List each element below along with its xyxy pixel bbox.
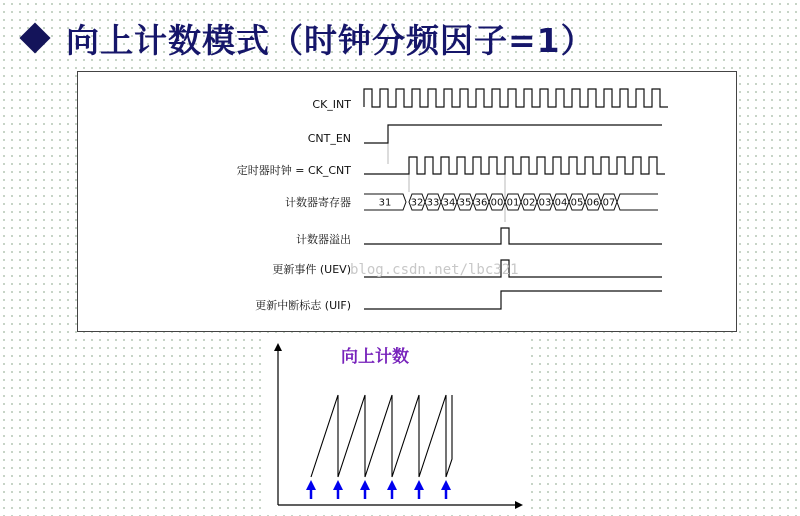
register-value: 00: [490, 197, 504, 209]
register-value: 06: [586, 197, 600, 209]
register-value: 02: [522, 197, 536, 209]
register-value: 32: [410, 197, 424, 209]
title-bar: [18, 14, 595, 62]
ck-cnt-wave: [364, 157, 665, 174]
uif-wave: [364, 291, 662, 309]
update-arrow-head: [441, 480, 451, 490]
sawtooth-svg: [267, 337, 527, 512]
sawtooth-wave: [311, 395, 452, 477]
signal-label-ck-int: CK_INT: [312, 98, 351, 111]
timing-diagram: [77, 71, 737, 332]
update-arrow-head: [387, 480, 397, 490]
ck-int-wave: [364, 89, 668, 107]
register-value: 34: [442, 197, 456, 209]
signal-label-cnt-en: CNT_EN: [307, 132, 351, 145]
update-arrow-head: [360, 480, 370, 490]
signal-label-uev: 更新事件 (UEV): [272, 263, 351, 276]
register-value: 36: [474, 197, 488, 209]
register-value: 04: [554, 197, 568, 209]
register-value: 07: [602, 197, 616, 209]
register-cell: [617, 194, 658, 210]
update-arrow-head: [333, 480, 343, 490]
page-title: 向上计数模式（时钟分频因子=1）: [66, 20, 595, 60]
signal-labels: [237, 98, 352, 312]
chart-title: 向上计数: [341, 347, 409, 367]
register-value: 01: [506, 197, 520, 209]
register-value: 05: [570, 197, 584, 209]
register-value: 31: [378, 197, 392, 209]
watermark: blog.csdn.net/lbc321: [350, 262, 519, 278]
signal-label-uif: 更新中断标志 (UIF): [255, 299, 351, 312]
register-value: 35: [458, 197, 472, 209]
cnt-en-wave: [364, 125, 662, 143]
update-arrow-head: [306, 480, 316, 490]
bullet-diamond-icon: [19, 22, 50, 53]
signal-label-overflow: 计数器溢出: [296, 233, 351, 246]
update-arrow-head: [414, 480, 424, 490]
overflow-wave: [364, 228, 662, 244]
timing-svg: [78, 72, 736, 331]
register-value: 03: [538, 197, 552, 209]
signal-label-ck-cnt: 定时器时钟 = CK_CNT: [236, 164, 351, 177]
sawtooth-chart: [267, 337, 527, 512]
signal-label-register: 计数器寄存器: [285, 196, 351, 209]
register-bus: [364, 194, 658, 210]
sawtooth-plot: [278, 347, 519, 505]
register-value: 33: [426, 197, 440, 209]
